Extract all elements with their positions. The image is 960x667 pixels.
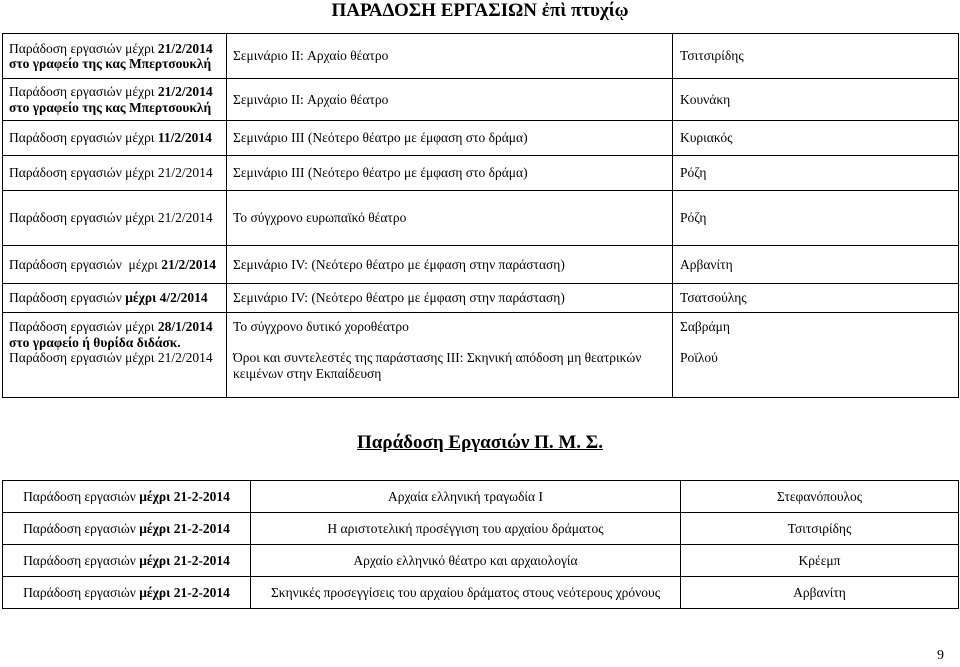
deadline-entry (7, 585, 246, 601)
deadline-line (7, 553, 246, 569)
deadline-entry (9, 319, 223, 350)
instructor-name: Ρόζη (680, 165, 707, 181)
deadline-text: μέχρι 21-2-2014 (139, 520, 230, 536)
course-title: Σεμινάριο II: Αρχαίο θέατρο (233, 91, 389, 107)
deadline-line (7, 585, 246, 601)
instructor-name: Κουνάκη (680, 91, 731, 107)
undergrad-deadlines-table (2, 33, 959, 398)
pms-deadlines-table (2, 480, 959, 609)
course-cell (227, 313, 673, 398)
deadline-text: Παράδοση εργασιών μέχρι 21/2/2014 (9, 210, 213, 226)
course-title: Όροι και συντελεστές της παράστασης III: Σκηνική απόδοση μη θεατρικών κειμένων στην Εκπαίδευση (233, 350, 642, 381)
deadline-text: μέχρι 21-2-2014 (139, 552, 230, 568)
table-row (3, 246, 959, 284)
deadline-entry (7, 553, 246, 569)
table-body (3, 34, 959, 398)
course-title: Σεμινάριο III (Νεότερο θέατρο με έμφαση στο δράμα) (233, 165, 528, 181)
course-title: Σεμινάριο II: Αρχαίο θέατρο (233, 48, 389, 64)
deadline-cell (3, 481, 251, 513)
delivery-location: στο γραφείο ή θυρίδα διδάσκ. (9, 334, 181, 350)
deadline-entry (9, 290, 223, 306)
course-cell (227, 246, 673, 284)
table-row (3, 284, 959, 313)
deadline-cell (3, 284, 227, 313)
deadline-entry (9, 165, 223, 181)
course-cell (251, 577, 681, 609)
course-title: Σεμινάριο IV: (Νεότερο θέατρο με έμφαση στην παράσταση) (233, 256, 565, 272)
deadline-text: μέχρι 21-2-2014 (139, 584, 230, 600)
course-cell (227, 79, 673, 121)
deadline-entry (9, 84, 223, 115)
instructor-cell (673, 191, 959, 246)
pms-section-heading: Παράδοση Εργασιών Π. Μ. Σ. (357, 432, 603, 453)
course-title: Αρχαία ελληνική τραγωδία I (387, 488, 544, 504)
deadline-cell (3, 545, 251, 577)
course-title: Σκηνικές προσεγγίσεις του αρχαίου δράματος στους νεότερους χρόνους (270, 584, 661, 600)
deadline-cell (3, 313, 227, 398)
deadline-text: Παράδοση εργασιών μέχρι (9, 84, 158, 99)
table-row (3, 313, 959, 398)
page-title: ΠΑΡΑΔΟΣΗ ΕΡΓΑΣΙΩΝ ἐπὶ πτυχίῳ (331, 0, 629, 21)
instructor-name: Ροϊλού (680, 350, 718, 365)
deadline-entry (9, 257, 223, 273)
deadline-line (9, 210, 223, 226)
deadline-line (9, 41, 223, 57)
deadline-cell (3, 246, 227, 284)
deadline-entry (7, 521, 246, 537)
instructor-cell (681, 545, 959, 577)
table-row (3, 577, 959, 609)
deadline-entry (9, 210, 223, 226)
table-row (3, 79, 959, 121)
instructor-cell (681, 577, 959, 609)
instructor-name: Αρβανίτη (680, 256, 733, 272)
instructor-name: Αρβανίτη (793, 584, 846, 600)
instructor-cell (673, 34, 959, 79)
deadline-cell (3, 79, 227, 121)
deadline-cell (3, 34, 227, 79)
deadline-line (7, 521, 246, 537)
delivery-location: στο γραφείο της κας Μπερτσουκλή (9, 56, 212, 71)
deadline-text: Παράδοση εργασιών μέχρι (9, 130, 158, 146)
deadline-text: μέχρι 4/2/2014 (125, 290, 208, 306)
page-number: 9 (937, 648, 944, 663)
course-title: Το σύγχρονο ευρωπαϊκό θέατρο (233, 210, 407, 226)
deadline-line (9, 130, 223, 146)
instructor-cell (681, 481, 959, 513)
deadline-text: Παράδοση εργασιών (9, 290, 126, 306)
course-cell (227, 34, 673, 79)
deadline-line (9, 257, 223, 273)
instructor-cell (673, 284, 959, 313)
instructor-name: Σαβράμη (680, 319, 730, 334)
deadline-text: Παράδοση εργασιών μέχρι 21/2/2014 (9, 165, 213, 181)
deadline-cell (3, 513, 251, 545)
table-row (3, 34, 959, 79)
course-title: Σεμινάριο IV: (Νεότερο θέατρο με έμφαση στην παράσταση) (233, 290, 565, 306)
instructor-cell (673, 246, 959, 284)
deadline-text: Παράδοση εργασιών μέχρι (9, 319, 158, 334)
table-row (3, 545, 959, 577)
course-title: Η αριστοτελική προσέγγιση του αρχαίου δράματος (327, 520, 604, 536)
deadline-text: 11/2/2014 (157, 130, 212, 146)
deadline-text: Παράδοση εργασιών (23, 520, 140, 536)
deadline-entry (9, 130, 223, 146)
instructor-name: Ρόζη (680, 210, 707, 226)
delivery-location: στο γραφείο της κας Μπερτσουκλή (9, 99, 212, 115)
instructor-name: Στεφανόπουλος (776, 488, 863, 504)
deadline-cell (3, 121, 227, 156)
deadline-entry (9, 350, 223, 366)
course-cell (227, 284, 673, 313)
deadline-text: Παράδοση εργασιών μέχρι (9, 256, 162, 272)
instructor-cell (673, 156, 959, 191)
deadline-line (9, 290, 223, 306)
course-title: Σεμινάριο III (Νεότερο θέατρο με έμφαση στο δράμα) (233, 130, 528, 146)
deadline-text: 28/1/2014 (157, 319, 213, 334)
instructor-name: Κρέεμπ (798, 552, 841, 568)
deadline-text: 21/2/2014 (161, 256, 216, 272)
deadline-line (7, 489, 246, 505)
deadline-text: Παράδοση εργασιών μέχρι 21/2/2014 (9, 350, 213, 365)
deadline-entry (9, 41, 223, 72)
deadline-text: 21/2/2014 (157, 84, 213, 99)
table-row (3, 513, 959, 545)
instructor-cell (673, 121, 959, 156)
instructor-cell (681, 513, 959, 545)
instructor-name: Κυριακός (680, 130, 733, 146)
deadline-text: Παράδοση εργασιών μέχρι (9, 40, 158, 56)
instructor-name: Τσατσούλης (680, 290, 747, 306)
course-cell (251, 481, 681, 513)
deadline-line (9, 319, 223, 335)
deadline-cell (3, 191, 227, 246)
course-cell (227, 121, 673, 156)
deadline-line (9, 84, 223, 100)
deadline-cell (3, 156, 227, 191)
deadline-line (9, 165, 223, 181)
table-row (3, 191, 959, 246)
course-cell (251, 545, 681, 577)
deadline-text: Παράδοση εργασιών (23, 488, 140, 504)
course-title: Το σύγχρονο δυτικό χοροθέατρο (233, 319, 409, 334)
instructor-cell (673, 313, 959, 398)
instructor-name: Τσιτσιρίδης (787, 520, 852, 536)
instructor-cell (673, 79, 959, 121)
deadline-text: Παράδοση εργασιών (23, 584, 140, 600)
deadline-text: 21/2/2014 (157, 40, 213, 56)
table-body (3, 481, 959, 609)
course-title: Αρχαίο ελληνικό θέατρο και αρχαιολογία (353, 552, 578, 568)
table-row (3, 481, 959, 513)
course-cell (227, 191, 673, 246)
course-cell (251, 513, 681, 545)
deadline-entry (7, 489, 246, 505)
course-cell (227, 156, 673, 191)
table-row (3, 156, 959, 191)
deadline-cell (3, 577, 251, 609)
table-row (3, 121, 959, 156)
instructor-name: Τσιτσιρίδης (680, 48, 744, 64)
deadline-line (9, 350, 223, 366)
deadline-text: μέχρι 21-2-2014 (139, 488, 230, 504)
deadline-text: Παράδοση εργασιών (23, 552, 140, 568)
